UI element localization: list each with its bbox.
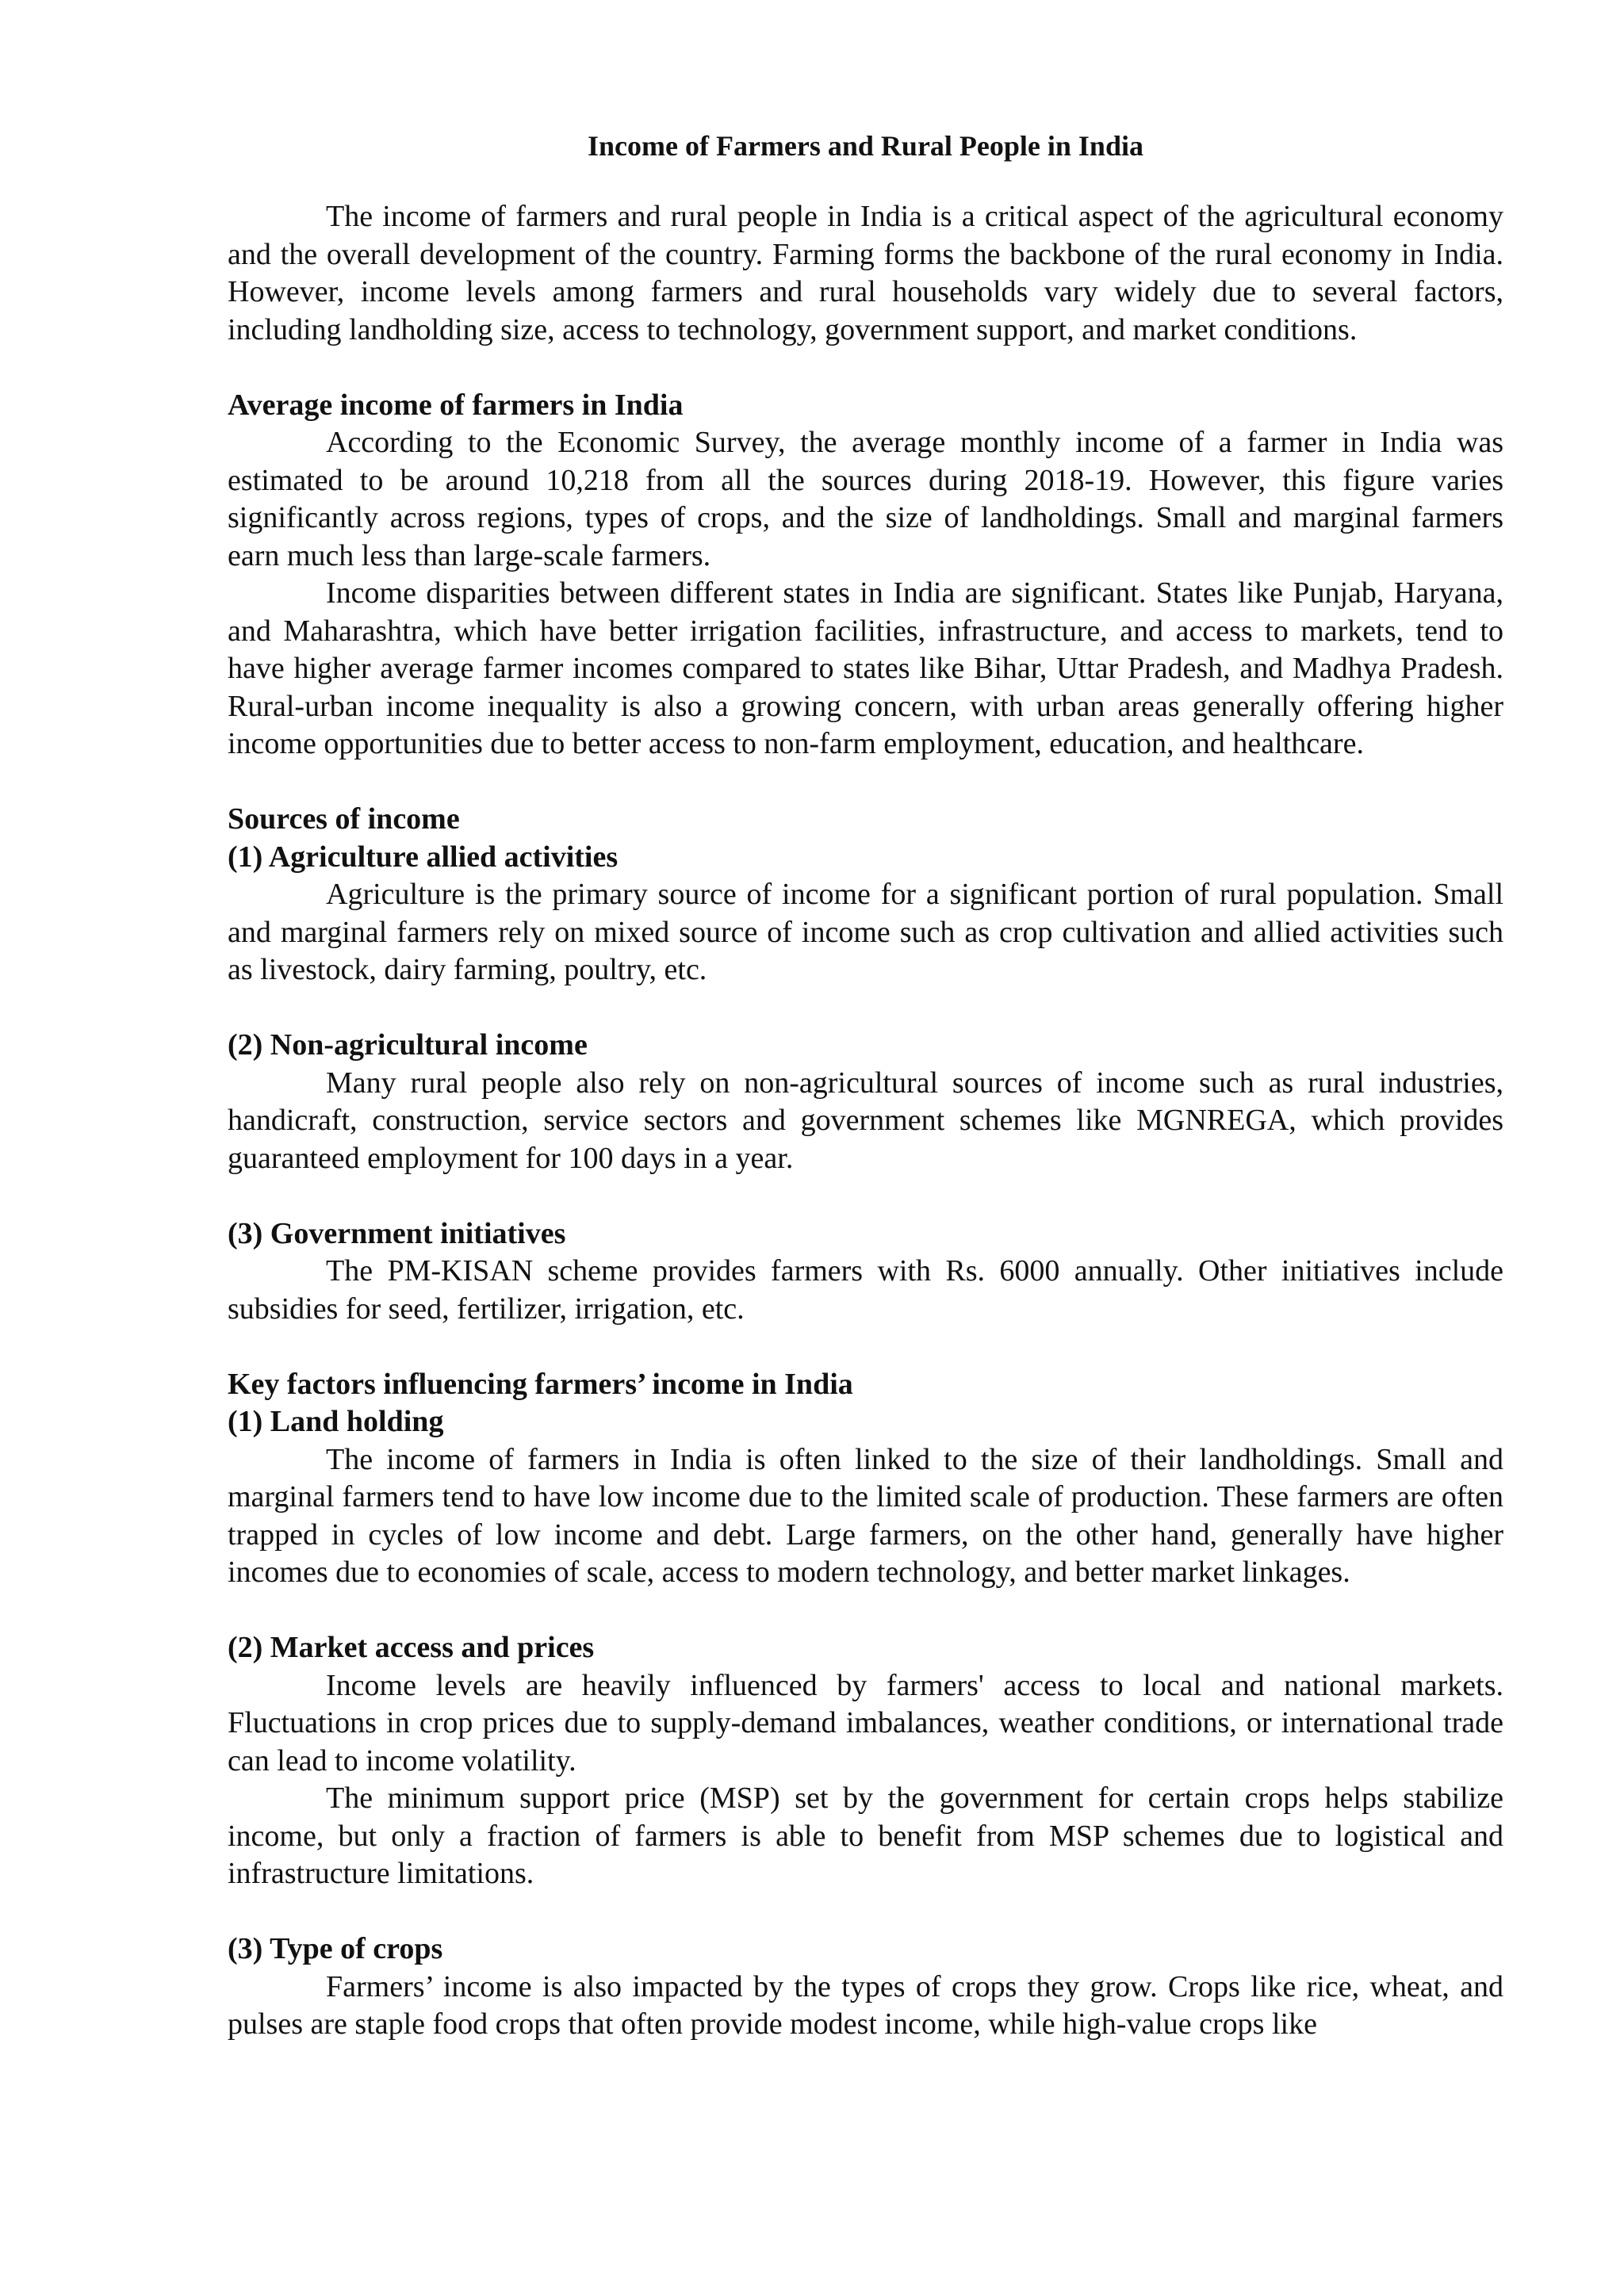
agriculture-allied-heading: (1) Agriculture allied activities (228, 840, 619, 874)
market-access-paragraph-1: Income levels are heavily influenced by farmers' access to local and national markets. Fluctuations in crop prices due to supply-demand imbalances, weather conditions, or international trade can lead to income volatility. (228, 1668, 1503, 1777)
agriculture-allied-paragraph: Agriculture is the primary source of income for a significant portion of rural population. Small and marginal farmers rely on mixed source of income such as crop cultivation and allied activities such as livestock, dairy farming, poultry, etc. (228, 878, 1503, 986)
average-income-paragraph-2: Income disparities between different states in India are significant. States like Punjab, Haryana, and Maharashtra, which have better irrigation facilities, infrastructure, and access to markets, tend to have higher average farmer incomes compared to states like Bihar, Uttar Pradesh, and Madhya Pradesh. Rural-urban income inequality is also a growing concern, with urban areas generally offering higher income opportunities due to better access to non-farm employment, education, and healthcare. (228, 576, 1503, 760)
intro-paragraph: The income of farmers and rural people in India is a critical aspect of the agricultural economy and the overall development of the country. Farming forms the backbone of the rural economy in India. However, income levels among farmers and rural households vary widely due to several factors, including landholding size, access to technology, government support, and market conditions. (228, 200, 1503, 346)
document-title: Income of Farmers and Rural People in India (588, 130, 1143, 162)
spacer (228, 1328, 1503, 1366)
government-initiatives-heading: (3) Government initiatives (228, 1216, 566, 1250)
government-initiatives-paragraph: The PM-KISAN scheme provides farmers with Rs. 6000 annually. Other initiatives include subsidies for seed, fertilizer, irrigation, etc. (228, 1254, 1503, 1326)
spacer (228, 1893, 1503, 1931)
land-holding-paragraph: The income of farmers in India is often linked to the size of their landholdings. Small and marginal farmers tend to have low income due to the limited scale of production. These farmers are often trapped in cycles of low income and debt. Large farmers, on the other hand, generally have higher incomes due to economies of scale, access to modern technology, and better market linkages. (228, 1442, 1503, 1589)
spacer (228, 1592, 1503, 1630)
spacer (228, 989, 1503, 1027)
market-access-heading: (2) Market access and prices (228, 1631, 595, 1664)
document-body (228, 127, 1503, 2044)
non-agricultural-heading: (2) Non-agricultural income (228, 1028, 588, 1062)
average-income-heading: Average income of farmers in India (228, 388, 684, 422)
key-factors-heading: Key factors influencing farmers’ income in India (228, 1367, 853, 1401)
average-income-paragraph-1: According to the Economic Survey, the average monthly income of a farmer in India was estimated to be around 10,218 from all the sources during 2018-19. However, this figure varies significantly across regions, types of crops, and the size of landholdings. Small and marginal farmers earn much less than large-scale farmers. (228, 426, 1503, 572)
type-of-crops-heading: (3) Type of crops (228, 1932, 443, 1965)
market-access-paragraph-2: The minimum support price (MSP) set by the government for certain crops helps stabilize income, but only a fraction of farmers is able to benefit from MSP schemes due to logistical and infrastructure limitations. (228, 1781, 1503, 1890)
spacer (228, 349, 1503, 387)
spacer (228, 1177, 1503, 1215)
spacer (228, 763, 1503, 802)
sources-heading: Sources of income (228, 802, 460, 836)
type-of-crops-paragraph: Farmers’ income is also impacted by the types of crops they grow. Crops like rice, wheat, and pulses are staple food crops that often provide modest income, while high-value crops like (228, 1969, 1503, 2041)
non-agricultural-paragraph: Many rural people also rely on non-agricultural sources of income such as rural industries, handicraft, construction, service sectors and government schemes like MGNREGA, which provides guaranteed employment for 100 days in a year. (228, 1066, 1503, 1175)
land-holding-heading: (1) Land holding (228, 1405, 444, 1438)
